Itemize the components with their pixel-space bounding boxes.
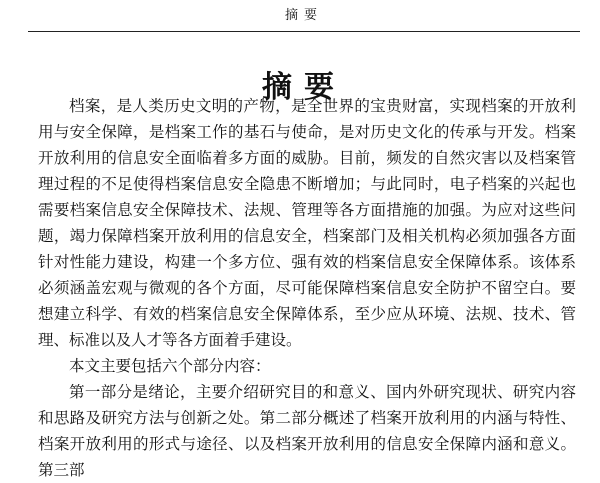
abstract-title: 摘要 — [262, 70, 346, 106]
header-rule — [28, 31, 580, 32]
abstract-body — [38, 93, 576, 483]
running-header: 摘要 — [284, 8, 323, 23]
abstract-paragraph-2: 本文主要包括六个部分内容： — [69, 357, 271, 375]
abstract-paragraph-1: 档案，是人类历史文明的产物，是全世界的宝贵财富，实现档案的开放利用与安全保障，是档案工作的基石与使命，是对历史文化的传承与开发。档案开放利用的信息安全面临着多方面的威胁。目前，频发的自然灾害以及档案管理过程的不足使得档案信息安全隐患不断增加；与此同时，电子档案的兴起也需要档案信息安全保障技术、法规、管理等各方面措施的加强。为应对这些问题，竭力保障档案开放利用的信息安全，档案部门及相关机构必须加强各方面针对性能力建设，构建一个多方位、强有效的档案信息安全保障体系。该体系必须涵盖宏观与微观的各个方面，尽可能保障档案信息安全防护不留空白。要想建立科学、有效的档案信息安全保障体系，至少应从环境、法规、技术、管理、标准以及人才等各方面着手建设。 — [38, 97, 576, 349]
abstract-paragraph-3: 第一部分是绪论，主要介绍研究目的和意义、国内外研究现状、研究内容和思路及研究方法与创新之处。第二部分概述了档案开放利用的内涵与特性、档案开放利用的形式与途径、以及档案开放利用的信息安全保障内涵和意义。第三部 — [38, 383, 576, 479]
